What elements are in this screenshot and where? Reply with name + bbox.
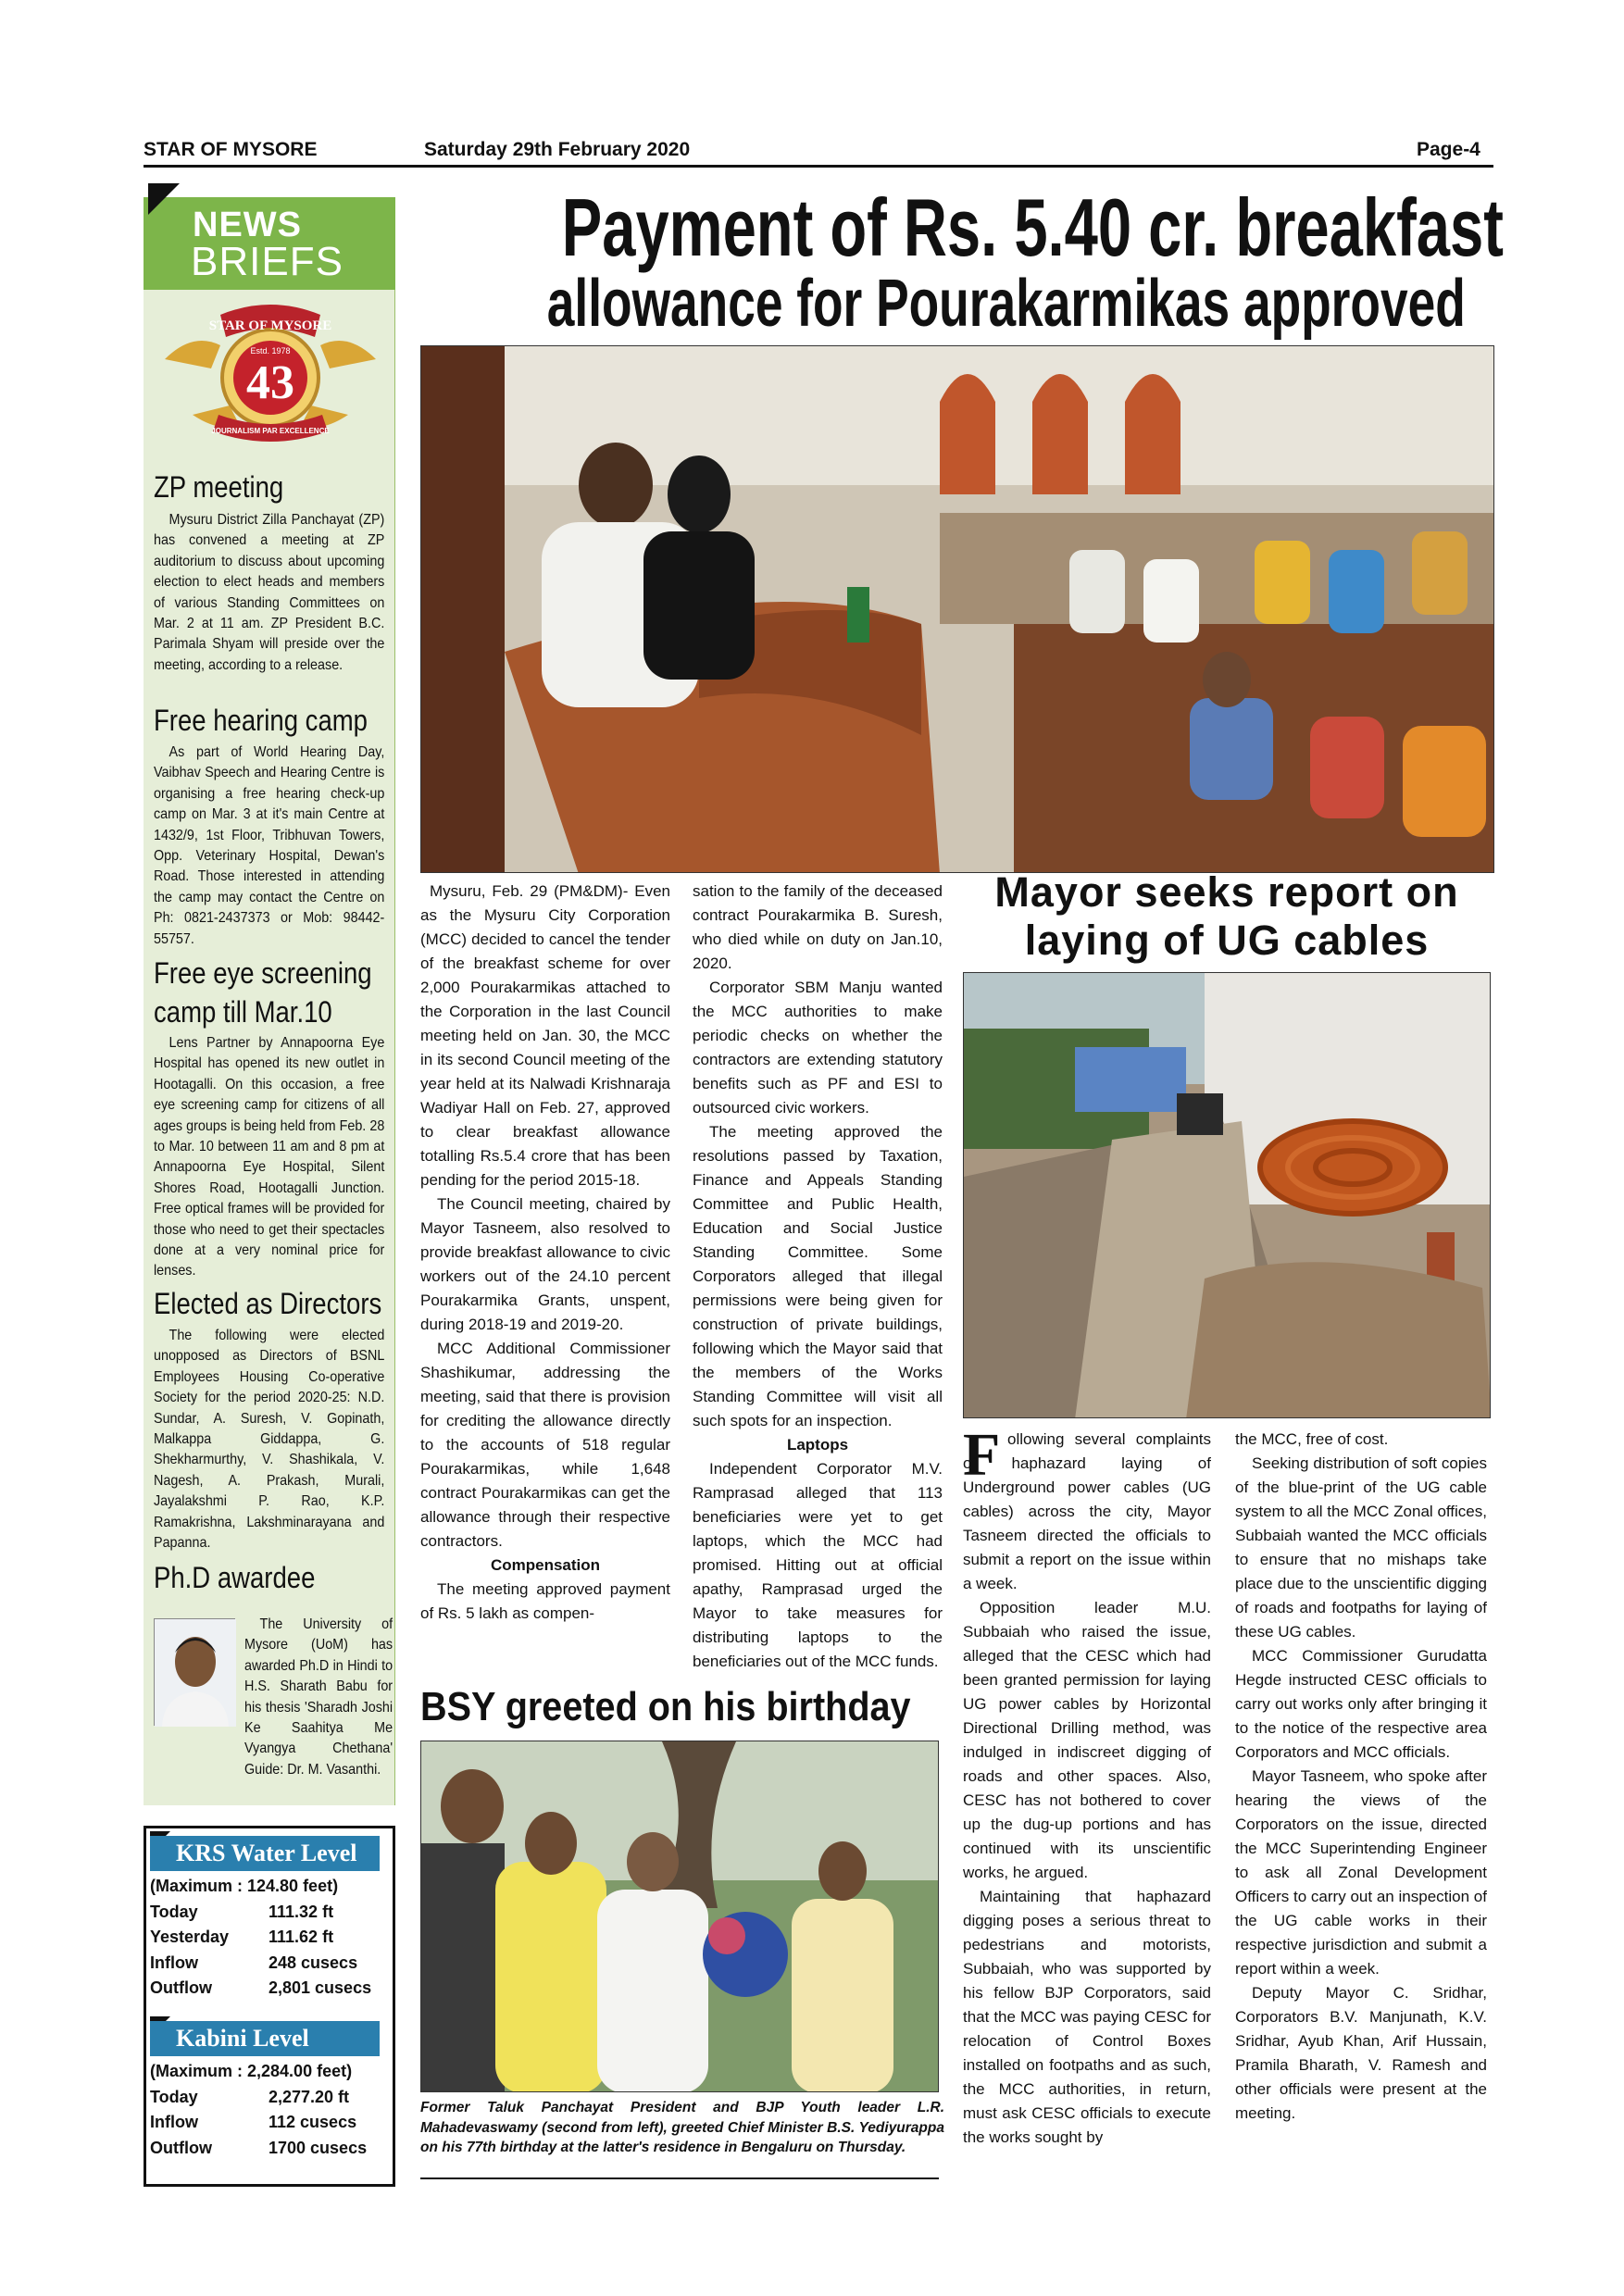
mayor-headline-line1: Mayor seeks report on — [994, 868, 1459, 916]
paragraph: sation to the family of the deceased contract Pourakarmika B. Suresh, who died while on duty on Jan.10, 2020. — [693, 882, 943, 972]
paragraph: Seeking distribution of soft copies of the blue-print of the UG cable system to all the MCC Zonal offices, Subbaiah wanted the MCC officials to ensure that no mishaps take place due to the unscientific digging of roads and footpaths for laying of these UG cables. — [1235, 1454, 1487, 1641]
logo-number: 43 — [246, 356, 294, 409]
brief-body: The following were elected unopposed as Directors of BSNL Employees Housing Co-operative Society for the period 2020-25: N.D. Sundar, A. Suresh, V. Gopinath, Malkappa Giddappa, G. Shekharmurthy, V. Shashikala, V. Nagesh, A. Prakash, Murali, Jayalakshmi P. Rao, K.P. Ramakrishna, Lakshminarayana and Papanna. — [154, 1328, 385, 1552]
paragraph: ollowing several complaints of haphazard laying of Underground power cables (UG cables) across the city, Mayor Tasneem directed the officials to submit a report on the issue within a week. — [963, 1430, 1211, 1592]
mayor-headline — [958, 868, 1495, 965]
logo-top-text: STAR OF MYSORE — [208, 318, 332, 333]
krs-label: Outflow — [150, 1978, 212, 1998]
bsy-birthday-photo — [420, 1741, 939, 2092]
krs-label: Inflow — [150, 1953, 198, 1972]
paragraph: Deputy Mayor C. Sridhar, Corporators B.V. Manjunath, K.V. Sridhar, Ayub Khan, Arif Hussain, Pramila Bharath, V. Ramesh and other officials were present at the meeting. — [1235, 1984, 1487, 2122]
krs-table — [150, 1874, 391, 2002]
krs-value: 248 cusecs — [269, 1953, 358, 1972]
kabini-value: 1700 cusecs — [269, 2138, 368, 2157]
header-rule — [144, 165, 1493, 168]
main-article-col2 — [693, 880, 943, 1674]
subheading: Compensation — [490, 1556, 601, 1574]
main-article-col1 — [420, 880, 670, 1626]
corner-marker — [148, 183, 180, 215]
bsy-headline: BSY greeted on his birthday — [420, 1684, 911, 1729]
main-headline-line1: Payment of Rs. 5.40 cr. breakfast — [561, 181, 1504, 273]
kabini-label: Today — [150, 2087, 198, 2106]
paragraph: Mayor Tasneem, who spoke after hearing the views of the Corporators on the issue, directed the MCC Superintending Engineer to ask all Zonal Development Officers to carry out an inspection of the UG cable works in their respective jurisdiction and submit a report within a week. — [1235, 1767, 1487, 1978]
brief-body: Mysuru District Zilla Panchayat (ZP) has convened a meeting at ZP auditorium to discuss about upcoming election to elect heads and members of various Standing Committees on Mar. 2 at 11 am. ZP President B.C. Parimala Shyam will preside over the meeting, according to a release. — [154, 512, 385, 673]
kabini-value: 112 cusecs — [269, 2113, 357, 2132]
brief-title: Free hearing camp — [154, 704, 368, 737]
paragraph: the MCC, free of cost. — [1235, 1430, 1389, 1448]
krs-value: 2,801 cusecs — [269, 1978, 372, 1998]
brief-body: Lens Partner by Annapoorna Eye Hospital has opened its new outlet in Hootagalli. On this occasion, a free eye screening camp for citizens of all ages groups is being held from Feb. 28 to Mar. 10 between 11 am and 8 pm at Annapoorna Eye Hospital, Silent Shores Road, Hootagalli Junction. Free optical frames will be provided for those who need to get their spectacles done at a very nominal price for lenses. — [154, 1035, 385, 1279]
krs-max: (Maximum : 124.80 feet) — [150, 1877, 339, 1896]
phd-awardee-photo — [154, 1618, 235, 1726]
krs-label: Today — [150, 1902, 198, 1921]
paragraph: The meeting approved the resolutions passed by Taxation, Finance and Appeals Standing Committee and Public Health, Education and Social Justice Standing Committee. Some Corporators alleged that illegal permissions were being given for construction of private buildings, following which the Mayor said that the members of the Works Standing Committee will visit all such spots for an inspection. — [693, 1123, 943, 1429]
bsy-caption: Former Taluk Panchayat President and BJP Youth leader L.R. Mahadevaswamy (second from left), greeted Chief Minister B.S. Yediyurappa on his 77th birthday at the latter's residence in Bengaluru on Thursday. — [420, 2100, 944, 2155]
paragraph: Corporator SBM Manju wanted the MCC authorities to make periodic checks on whether the contractors are extending statutory benefits such as PF and ESI to outsourced civic workers. — [693, 979, 943, 1117]
krs-value: 111.32 ft — [269, 1902, 334, 1921]
brief-title: Elected as Directors — [154, 1287, 382, 1320]
paragraph: MCC Commissioner Gurudatta Hegde instructed CESC officials to carry out works only after bringing it to the notice of the respective area Corporators and MCC officials. — [1235, 1647, 1487, 1761]
krs-title: KRS Water Level — [150, 1836, 380, 1871]
paragraph: The Council meeting, chaired by Mayor Tasneem, also resolved to provide breakfast allowance to civic workers out of the 24.10 percent Pourakarmika Grants, unspent, during 2018-19 and 2019-20. — [420, 1195, 670, 1333]
paragraph: MCC Additional Commissioner Shashikumar, addressing the meeting, said that there is provision for crediting the allowance directly to the accounts of 518 regular Pourakarmikas, while 1,648 contract Pourakarmikas can get the allowance through their respective contractors. — [420, 1340, 670, 1550]
dropcap: F — [963, 1421, 1001, 1489]
brief-title: Free eye screening camp till Mar.10 — [154, 956, 372, 1029]
kabini-table — [150, 2059, 391, 2161]
kabini-label: Inflow — [150, 2113, 198, 2132]
issue-date: Saturday 29th February 2020 — [424, 139, 691, 160]
paragraph: Opposition leader M.U. Subbaiah who raised the issue, alleged that the CESC which had been granted permission for laying UG power cables by Horizontal Directional Drilling method, was indulged in indiscreet digging of roads and other spaces. Also, CESC has not bothered to cover up the dug-up portions and has continued with its unscientific works, he argued. — [963, 1599, 1211, 1881]
council-meeting-photo — [420, 345, 1494, 873]
caption-rule — [420, 2177, 939, 2179]
news-label: NEWS — [193, 206, 302, 244]
krs-label: Yesterday — [150, 1928, 230, 1947]
brief-title: ZP meeting — [154, 470, 284, 504]
mayor-article-col1 — [963, 1421, 1211, 2150]
paragraph: Maintaining that haphazard digging poses a serious threat to pedestrians and motorists, Subbaiah, who was supported by his fellow BJP Corporators, said that the MCC was paying CESC for relocation of Control Boxes installed on footpaths and as such, the MCC authorities, in return, must ask CESC officials to execute the works sought by — [963, 1888, 1211, 2146]
brief-title: Ph.D awardee — [154, 1561, 316, 1594]
paper-name: STAR OF MYSORE — [144, 139, 318, 160]
paragraph: Independent Corporator M.V. Ramprasad alleged that 113 beneficiaries were yet to get laptops, which the MCC had promised. Hitting out at official apathy, Ramprasad urged the Mayor to take measures for distributing laptops to the beneficiaries out of the MCC funds. — [693, 1460, 943, 1670]
mayor-headline-line2: laying of UG cables — [1024, 917, 1430, 964]
main-headline-line2: allowance for Pourakarmikas approved — [546, 267, 1466, 341]
page-number: Page-4 — [1417, 139, 1480, 160]
brief-body: The University of Mysore (UoM) has awarded Ph.D in Hindi to H.S. Sharath Babu for his thesis 'Sharadh Joshi Ke Saahitya Me Vyangya Chethana' Guide: Dr. M. Vasanthi. — [244, 1616, 394, 1778]
logo-estd-text: Estd. 1978 — [250, 346, 291, 356]
subheading: Laptops — [786, 1436, 849, 1454]
kabini-max: (Maximum : 2,284.00 feet) — [150, 2062, 353, 2081]
anniversary-logo — [156, 294, 385, 461]
kabini-title: Kabini Level — [150, 2021, 380, 2056]
kabini-label: Outflow — [150, 2138, 212, 2157]
logo-bottom-text: JOURNALISM PAR EXCELLENCE — [211, 427, 330, 435]
paragraph: The meeting approved payment of Rs. 5 lakh as compen- — [420, 1580, 670, 1622]
brief-body: As part of World Hearing Day, Vaibhav Speech and Hearing Centre is organising a free hearing check-up camp on Mar. 3 at it's main Centre at 1432/9, 1st Floor, Tribhuvan Towers, Opp. Veterinary Hospital, Dewan's Road. Those interested in attending the camp may contact the Centre on Ph: 0821-2437373 or Mob: 98442-55757. — [154, 744, 385, 947]
paragraph: Mysuru, Feb. 29 (PM&DM)- Even as the Mysuru City Corporation (MCC) decided to cancel the tender of the breakfast scheme for over 2,000 Pourakarmikas attached to the Corporation in the last Council meeting held on Jan. 30, the MCC in its second Council meeting of the year held at its Nalwadi Krishnaraja Wadiyar Hall on Feb. 27, approved to clear breakfast allowance totalling Rs.5.4 crore that has been pending for the period 2015-18. — [420, 882, 670, 1189]
krs-value: 111.62 ft — [269, 1928, 334, 1947]
mayor-article-col2 — [1235, 1428, 1487, 2126]
briefs-label: BRIEFS — [191, 239, 344, 284]
ug-cables-photo — [963, 972, 1491, 1418]
kabini-value: 2,277.20 ft — [269, 2087, 350, 2106]
